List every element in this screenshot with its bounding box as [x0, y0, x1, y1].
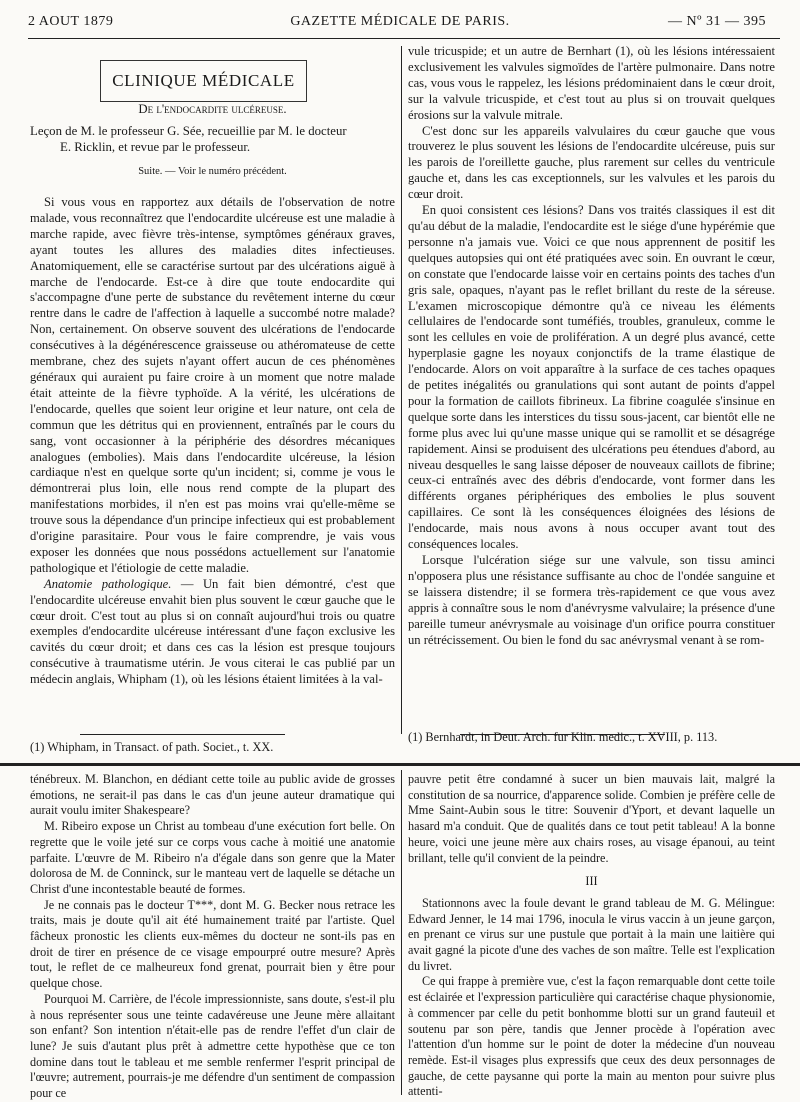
- paragraph: En quoi consistent ces lésions? Dans vos traités classiques il est dit qu'au début de la maladie, l'endocardite est le siége d'une hypérémie que personne n'a jamais vue. Voici ce que nous apprennent de positif les quelques autopsies qui ont été pratiquées avec soin. En ouvrant le cœur, on constate que l'endocarde laisse voir en certains points des taches d'un gris sale, opaques, n'ayant pas le reflet brillant du reste de la séreuse. L'examen microscopique démontre qu'à ce niveau les éléments cellulaires de l'endocarde sont tuméfiés, troubles, granuleux, comme le sont les cellules en voie de prolifération. A un degré plus avancé, cette hyperplasie gagne les noyaux conjonctifs de la trame élastique de l'endocarde. Alors on voit apparaître à la surface de ces taches opaques de petites inégalités ou granulations qui sont autant de points d'appel pour la formation de caillots fibrineux. La fibrine coagulée s'insinue en quelque sorte dans les interstices du tissu sous-jacent, car bientôt elle ne forme plus avec lui qu'une masse unique qui se ramollit et se désagrége rapidement. Ainsi se produisent des ulcérations peu étendues d'abord, au niveau desquelles le sang laisse déposer de nouveaux caillots de fibrine; ceux-ci entraînés avec des débris d'endocarde, vont former dans les différents organes périphériques des embolies le plus souvent capillaires. Ce sont là les conséquences éloignées des lésions de l'endocarde, mais nous avons à nous occuper avant tout des conséquences locales.: [408, 203, 775, 552]
- header-journal-title: GAZETTE MÉDICALE DE PARIS.: [290, 14, 510, 29]
- paragraph: ténébreux. M. Blanchon, en dédiant cette toile au public avide de grosses émotions, ne serait-il pas dans le cas d'un jeune auteur dramatique qui aurait voulu imiter Shakespeare?: [30, 772, 395, 818]
- lecture-credit: [30, 123, 395, 155]
- feuilleton-column-left: [30, 772, 395, 1102]
- page-separator-rule: [0, 763, 800, 766]
- header-date: 2 AOUT 1879: [28, 14, 114, 29]
- header-page-number: — Nº 31 — 395: [668, 14, 766, 29]
- paragraph: Si vous vous en rapportez aux détails de l'observation de notre malade, vous reconnaîtrez que l'endocardite ulcéreuse est une maladie à marche rapide, avec fièvre très-intense, symptômes généraux graves, ayant toutes les allures des maladies dites infectieuses. Anatomiquement, elle se caractérise surtout par des ulcérations aiguë à marche de l'endocarde. Est-ce à dire que toute endocardite qui s'accompagne d'une perte de substance du revêtement interne du cœur rentre dans le cadre de l'affection à laquelle a succombé notre malade? Non, certainement. On observe souvent des ulcérations de l'endocarde consécutives à la dégénérescence graisseuse ou athéromateuse de cette membrane, chez des sujets n'ayant offert aucun de ces phénomènes généraux qui auraient pu faire croire à un moment que notre malade était atteinte de la fièvre typhoïde. A la vérité, les ulcérations de l'endocarde, quelles que soient leur origine et leur nature, ont cela de commun que les détritus qui en proviennent, entraînés par le cours du sang, vont occasionner à la périphérie des désordres mécaniques analogues (embolies). Mais dans l'endocardite ulcéreuse, la lésion cardiaque n'est en quelque sorte qu'un incident; si, comme je vous le démontrerai plus loin, elle nous rend compte de la plupart des manifestations morbides, il n'en est pas moins vrai qu'elle-même se trouve sous la dépendance d'un principe infectieux qui est probablement d'origine parasitaire. Pour vous le faire comprendre, je vais vous exposer les données que nous possédons actuellement sur l'anatomie pathologique et l'étiologie de cette maladie.: [30, 195, 395, 575]
- lecture-credit-line-1: Leçon de M. le professeur G. Sée, recueillie par M. le docteur: [30, 124, 347, 138]
- paragraph: Lorsque l'ulcération siége sur une valvule, son tissu aminci n'opposera plus une résistance suffisante au choc de l'ondée sanguine et se laissera distendre; il se formera très-rapidement ce que vous avez appris à connaître sous le nom d'anévrysme valvulaire; la présence d'une pareille tumeur anévrysmale au voisinage d'un orifice pourra constituer un rétrécissement. Ou bien le fond du sac anévrysmal venant à se rom-: [408, 553, 775, 647]
- paragraph: Pourquoi M. Carrière, de l'école impressionniste, sans doute, s'est-il plu à nous représenter sous une teinte cadavéreuse une Jeune mère allaitant son enfant? Son intention n'était-elle pas de rendre l'effet d'un clair de lune? Je suis d'autant plus prêt à admettre cette hypothèse que ce ton domine dans tout le tableau et me semble renfermer l'esprit principal de l'œuvre; autrement, pourrais-je me défendre d'un sentiment de compassion pour ce: [30, 991, 395, 1101]
- section-title-box: CLINIQUE MÉDICALE: [100, 60, 307, 102]
- column-divider-bottom: [401, 770, 402, 1095]
- footnote-left: (1) Whipham, in Transact. of path. Societ., t. XX.: [30, 740, 274, 754]
- feuilleton-column-right: [408, 772, 775, 1100]
- paragraph-body: — Un fait bien démontré, c'est que l'endocardite ulcéreuse envahit bien plus souvent le cœur gauche que le cœur droit. C'est tout au plus si on connaît aujourd'hui trois ou quatre exemples d'endocardite ulcéreuse intéressant d'une façon exclusive les cavités du cœur droit; et dans ces cas la lésion est presque toujours consécutive à traumatisme utérin. Je vous citerai le cas publié par un médecin anglais, Whipham (1), où les lésions étaient limitées à la val-: [30, 576, 395, 687]
- article-column-left: [30, 195, 395, 688]
- article-subtitle: De l'endocardite ulcéreuse.: [138, 102, 287, 116]
- continuation-note: Suite. — Voir le numéro précédent.: [138, 166, 287, 177]
- section-number: III: [585, 874, 598, 889]
- header-rule: [28, 38, 780, 39]
- paragraph: C'est donc sur les appareils valvulaires du cœur gauche que vous trouverez le plus souvent les lésions de l'endocardite ulcéreuse, puis sur les parois de l'oreillette gauche, plus rarement sur celles du ventricule gauche et, dans les cas exceptionnels, sur les valvules et les parois du cœur droit.: [408, 123, 775, 202]
- paragraph: vule tricuspide; et un autre de Bernhart (1), où les lésions intéressaient exclusivement les valvules sigmoïdes de l'artère pulmonaire. Dans notre cas, vous vous le rappelez, les lésions prédominaient dans le cœur droit, sur la valvule tricuspide, et c'est tout au plus si on trouvait quelques érosions sur la valvule mitrale.: [408, 44, 775, 122]
- column-divider-top: [401, 46, 402, 734]
- footnote-right: (1) Bernhardt, in Deut. Arch. fur Klin. medic., t. XVIII, p. 113.: [408, 730, 718, 744]
- article-column-right: [408, 44, 775, 648]
- paragraph: M. Ribeiro expose un Christ au tombeau d'une exécution fort belle. On regrette que le voile jeté sur ce corps vous cache à moitié une anatomie parfaite. L'œuvre de M. Ribeiro n'a d'égale dans son genre que la Mater dolorosa de M. de Conninck, sur le manteau vert de laquelle se détache un Christ d'une incontestable beauté de formes.: [30, 819, 395, 896]
- lecture-credit-line-2: E. Ricklin, et revue par le professeur.: [60, 140, 251, 154]
- paragraph-lead: Anatomie pathologique.: [44, 576, 172, 591]
- paragraph: pauvre petit être condamné à sucer un bien mauvais lait, malgré la constitution de sa nourrice, d'apparence solide. Combien je préfère celle de Mme Saint-Aubin sous le titre: Souvenir d'Yport, et devant laquelle un hasard m'a conduit. Que de qualités dans ce tout petit tableau! A la bonne heure, voici une jeune mère aux chairs roses, au visage épanoui, au teint brillant, telle qu'il convient de la peindre.: [408, 772, 775, 865]
- paragraph: [30, 577, 395, 688]
- paragraph: Stationnons avec la foule devant le grand tableau de M. G. Mélingue: Edward Jenner, le 14 mai 1796, inocula le virus vaccin à un jeune garçon, en prenant ce virus sur une pustule que portait à la main une laitière qui avait gagné la picote d'une des vaches de son maître. Telle est l'explication du livret.: [408, 895, 775, 973]
- footnote-rule-left: [80, 734, 285, 735]
- paragraph: Ce qui frappe à première vue, c'est la façon remarquable dont cette toile est éclairée et l'expression particulière qui caractérise chaque physionomie, à commencer par celle du petit bonhomme blotti sur un grand fauteuil et soutenu par son père, tandis que Jenner procède à l'opération avec l'attention d'un homme sur le point de doter la médecine d'un nouveau remède. Est-il visages plus expressifs que ceux des deux personnages de gauche, de cette paysanne qui porte la main au menton pour suivre plus attenti-: [408, 974, 775, 1099]
- paragraph: Je ne connais pas le docteur T***, dont M. G. Becker nous retrace les traits, mais je doute qu'il ait été humainement traité par l'artiste. Quel fâcheux pronostic les clients eux-mêmes du docteur ne sont-ils pas en droit de tirer en présence de ce visage empourpré outre mesure? Après tout, le reflet de ce malheureux fond grenat, pourrait bien y être pour quelque chose.: [30, 897, 395, 991]
